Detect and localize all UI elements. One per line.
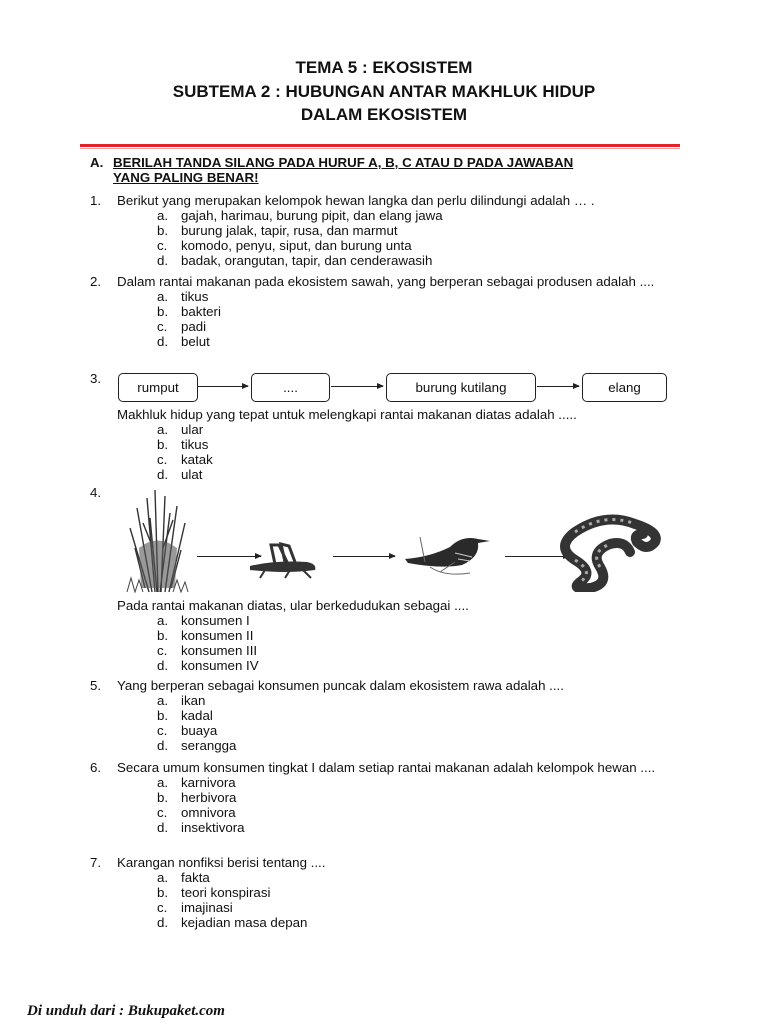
option-letter: b.: [157, 708, 169, 723]
option-text: kejadian masa depan: [181, 915, 308, 930]
answer-option[interactable]: [157, 643, 680, 658]
red-divider: [80, 144, 680, 147]
option-text: konsumen III: [181, 643, 258, 658]
answer-option[interactable]: [157, 693, 680, 708]
option-text: omnivora: [181, 805, 236, 820]
answer-option[interactable]: [157, 437, 680, 452]
option-text: konsumen II: [181, 628, 254, 643]
option-letter: c.: [157, 319, 168, 334]
answer-option[interactable]: [157, 253, 680, 268]
answer-option[interactable]: [157, 208, 680, 223]
question-2: [90, 274, 680, 349]
answer-option[interactable]: [157, 790, 680, 805]
answer-option[interactable]: [157, 805, 680, 820]
option-text: karnivora: [181, 775, 236, 790]
option-text: kadal: [181, 708, 213, 723]
question-text: Berikut yang merupakan kelompok hewan langka dan perlu dilindungi adalah … .: [117, 193, 595, 208]
option-letter: d.: [157, 738, 169, 753]
question-4: [90, 598, 680, 673]
title-line-1: TEMA 5 : EKOSISTEM: [295, 58, 473, 77]
option-text: padi: [181, 319, 207, 334]
option-letter: b.: [157, 790, 169, 805]
option-text: insektivora: [181, 820, 245, 835]
option-letter: d.: [157, 334, 169, 349]
snake-image: [555, 512, 665, 592]
chain-box-4: elang: [582, 373, 667, 402]
instruction-line-2: YANG PALING BENAR!: [113, 170, 259, 185]
section-instruction: [113, 155, 673, 185]
question-text: Makhluk hidup yang tepat untuk melengkapi rantai makanan diatas adalah .....: [117, 407, 577, 422]
option-letter: c.: [157, 900, 168, 915]
answer-option[interactable]: [157, 334, 680, 349]
instruction-line-1: BERILAH TANDA SILANG PADA HURUF A, B, C ATAU D PADA JAWABAN: [113, 155, 574, 170]
section-label: A.: [90, 155, 104, 170]
answer-option[interactable]: [157, 885, 680, 900]
answer-option[interactable]: [157, 820, 680, 835]
option-letter: c.: [157, 643, 168, 658]
option-letter: c.: [157, 805, 168, 820]
option-letter: c.: [157, 452, 168, 467]
option-letter: d.: [157, 915, 169, 930]
option-text: badak, orangutan, tapir, dan cenderawasih: [181, 253, 433, 268]
option-text: serangga: [181, 738, 237, 753]
option-text: belut: [181, 334, 210, 349]
option-letter: a.: [157, 775, 169, 790]
option-text: konsumen IV: [181, 658, 259, 673]
answer-option[interactable]: [157, 289, 680, 304]
grass-image: [125, 488, 190, 593]
answer-option[interactable]: [157, 900, 680, 915]
question-number: 7.: [90, 855, 102, 870]
arrow-icon: [333, 556, 395, 557]
option-letter: d.: [157, 658, 169, 673]
option-text: teori konspirasi: [181, 885, 271, 900]
answer-option[interactable]: [157, 304, 680, 319]
answer-option[interactable]: [157, 775, 680, 790]
option-text: fakta: [181, 870, 210, 885]
answer-option[interactable]: [157, 628, 680, 643]
option-text: konsumen I: [181, 613, 250, 628]
option-letter: c.: [157, 723, 168, 738]
question-number: 3.: [90, 371, 102, 386]
answer-option[interactable]: [157, 738, 680, 753]
option-text: imajinasi: [181, 900, 233, 915]
question-text: Yang berperan sebagai konsumen puncak dalam ekosistem rawa adalah ....: [117, 678, 564, 693]
chain-box-3: burung kutilang: [386, 373, 536, 402]
question-number: 1.: [90, 193, 102, 208]
chain-box-1: rumput: [118, 373, 198, 402]
question-7: [90, 855, 680, 930]
option-letter: b.: [157, 885, 169, 900]
footer-source: Di unduh dari : Bukupaket.com: [27, 1003, 225, 1019]
option-text: ular: [181, 422, 204, 437]
answer-option[interactable]: [157, 723, 680, 738]
option-letter: d.: [157, 253, 169, 268]
option-letter: d.: [157, 820, 169, 835]
answer-option[interactable]: [157, 223, 680, 238]
option-text: buaya: [181, 723, 218, 738]
arrow-icon: [537, 386, 579, 387]
option-text: katak: [181, 452, 213, 467]
title-line-2: SUBTEMA 2 : HUBUNGAN ANTAR MAKHLUK HIDUP: [172, 82, 596, 101]
question-number: 4.: [90, 485, 102, 500]
option-letter: a.: [157, 870, 169, 885]
title-line-3: DALAM EKOSISTEM: [300, 105, 468, 124]
option-letter: a.: [157, 208, 169, 223]
answer-option[interactable]: [157, 238, 680, 253]
grasshopper-image: [245, 542, 325, 580]
question-text: Pada rantai makanan diatas, ular berkedudukan sebagai ....: [117, 598, 469, 613]
option-text: tikus: [181, 289, 209, 304]
question-number: 2.: [90, 274, 102, 289]
chain-box-2: ....: [251, 373, 330, 402]
option-letter: a.: [157, 289, 169, 304]
question-text: Karangan nonfiksi berisi tentang ....: [117, 855, 326, 870]
option-text: bakteri: [181, 304, 221, 319]
option-letter: c.: [157, 238, 168, 253]
question-1: [90, 193, 680, 268]
question-5: [90, 678, 680, 753]
answer-option[interactable]: [157, 422, 680, 437]
arrow-icon: [198, 386, 248, 387]
option-text: komodo, penyu, siput, dan burung unta: [181, 238, 412, 253]
option-text: tikus: [181, 437, 209, 452]
question-3: [90, 407, 680, 482]
option-letter: b.: [157, 628, 169, 643]
answer-option[interactable]: [157, 467, 680, 482]
question-text: Dalam rantai makanan pada ekosistem sawah, yang berperan sebagai produsen adalah ....: [117, 274, 655, 289]
answer-option[interactable]: [157, 708, 680, 723]
option-letter: a.: [157, 422, 169, 437]
answer-option[interactable]: [157, 658, 680, 673]
question-6: [90, 760, 680, 835]
option-letter: b.: [157, 223, 169, 238]
option-text: ikan: [181, 693, 206, 708]
question-number: 5.: [90, 678, 102, 693]
option-letter: d.: [157, 467, 169, 482]
question-number: 6.: [90, 760, 102, 775]
answer-option[interactable]: [157, 915, 680, 930]
answer-option[interactable]: [157, 613, 680, 628]
option-letter: a.: [157, 693, 169, 708]
option-text: burung jalak, tapir, rusa, dan marmut: [181, 223, 398, 238]
option-letter: b.: [157, 437, 169, 452]
option-letter: b.: [157, 304, 169, 319]
question-text: Secara umum konsumen tingkat I dalam setiap rantai makanan adalah kelompok hewan ....: [117, 760, 656, 775]
option-text: gajah, harimau, burung pipit, dan elang jawa: [181, 208, 443, 223]
answer-option[interactable]: [157, 319, 680, 334]
option-text: ulat: [181, 467, 203, 482]
red-divider-shadow: [80, 148, 680, 149]
option-text: herbivora: [181, 790, 237, 805]
arrow-icon: [331, 386, 383, 387]
answer-option[interactable]: [157, 870, 680, 885]
answer-option[interactable]: [157, 452, 680, 467]
option-letter: a.: [157, 613, 169, 628]
bird-image: [400, 527, 495, 577]
